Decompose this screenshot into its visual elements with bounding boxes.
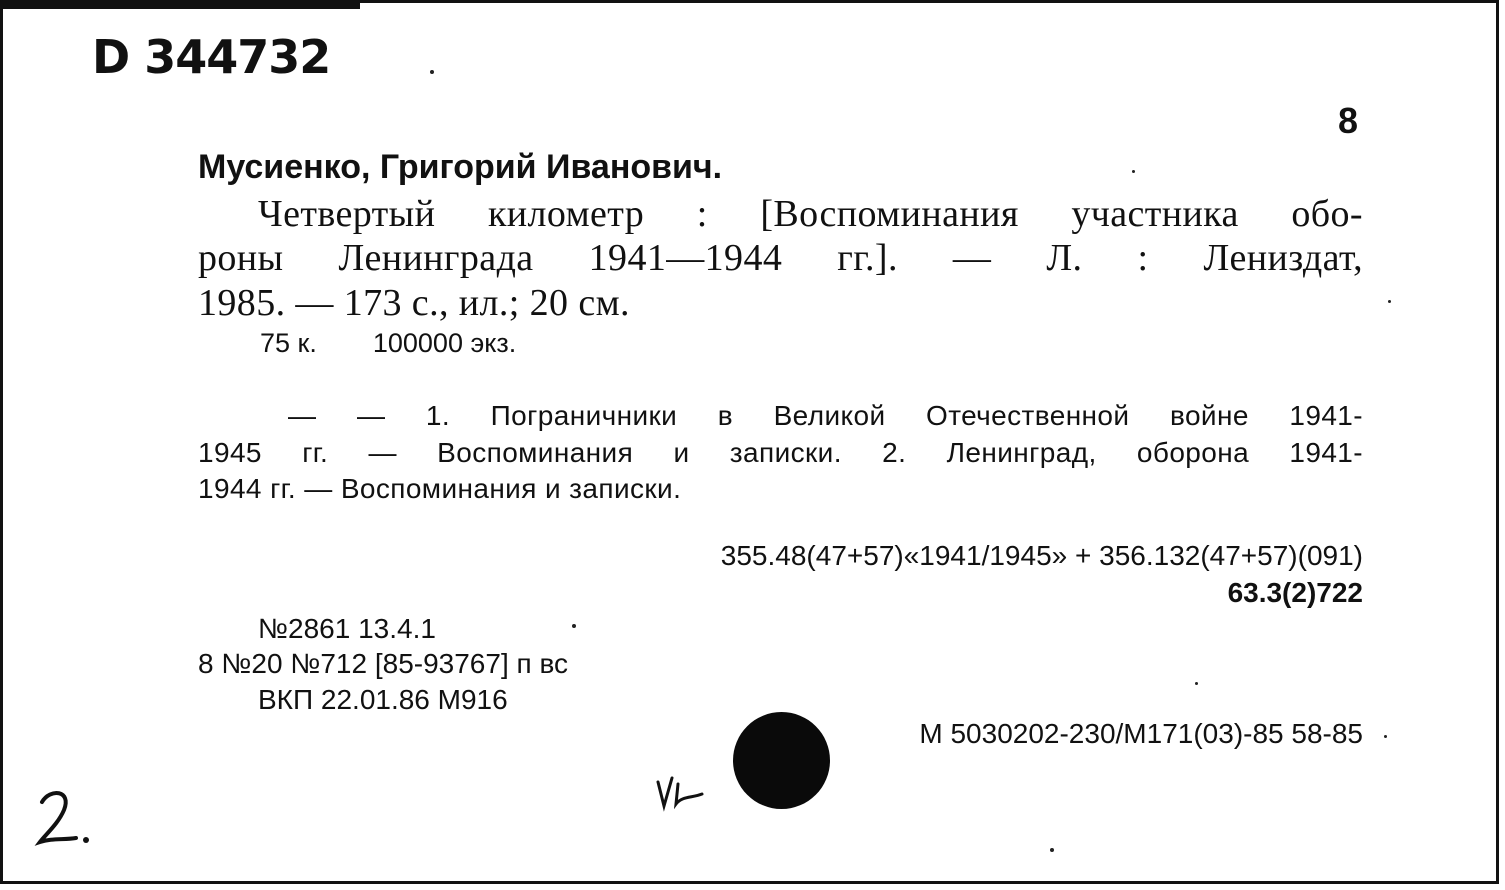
subjects-line-2: 1945 гг. — Воспоминания и записки. 2. Ленинград, оборона 1941-	[198, 437, 1363, 468]
udc-classification: 355.48(47+57)«1941/1945» + 356.132(47+57)(091)	[720, 540, 1363, 571]
card-number: 8	[1338, 100, 1359, 141]
bbk-classification: 63.3(2)722	[1227, 577, 1363, 608]
speck	[1195, 682, 1198, 685]
registry-line-1: №2861 13.4.1	[258, 613, 436, 644]
speck	[430, 70, 434, 74]
price: 75 к.	[260, 328, 317, 358]
registry-line-3: ВКП 22.01.86 М916	[258, 684, 508, 715]
speck	[572, 624, 576, 628]
card-top-edge	[0, 0, 360, 9]
registry-line-2: 8 №20 №712 [85-93767] п вс	[198, 648, 569, 679]
punch-hole	[733, 712, 830, 809]
description-line-2: роны Ленинграда 1941—1944 гг.]. — Л. : Лениздат,	[198, 237, 1363, 279]
description-line-3: 1985. — 173 с., ил.; 20 см.	[198, 282, 630, 324]
subjects-line-3: 1944 гг. — Воспоминания и записки.	[198, 473, 682, 504]
price-line	[260, 328, 516, 359]
description-line-1: Четвертый километр : [Воспоминания участника обо-	[258, 193, 1363, 235]
author-heading: Мусиенко, Григорий Иванович.	[198, 148, 723, 186]
speck	[1050, 848, 1054, 852]
publisher-code: М 5030202-230/М171(03)-85 58-85	[919, 718, 1363, 749]
speck	[1388, 300, 1391, 303]
speck	[1384, 735, 1387, 738]
print-run: 100000 экз.	[372, 328, 517, 358]
handwritten-initials	[652, 772, 712, 812]
handwritten-mark-left	[28, 780, 98, 850]
accession-number: D 344732	[92, 30, 331, 84]
subjects-line-1: — — 1. Пограничники в Великой Отечественной войне 1941-	[288, 400, 1363, 431]
speck	[1132, 170, 1135, 173]
